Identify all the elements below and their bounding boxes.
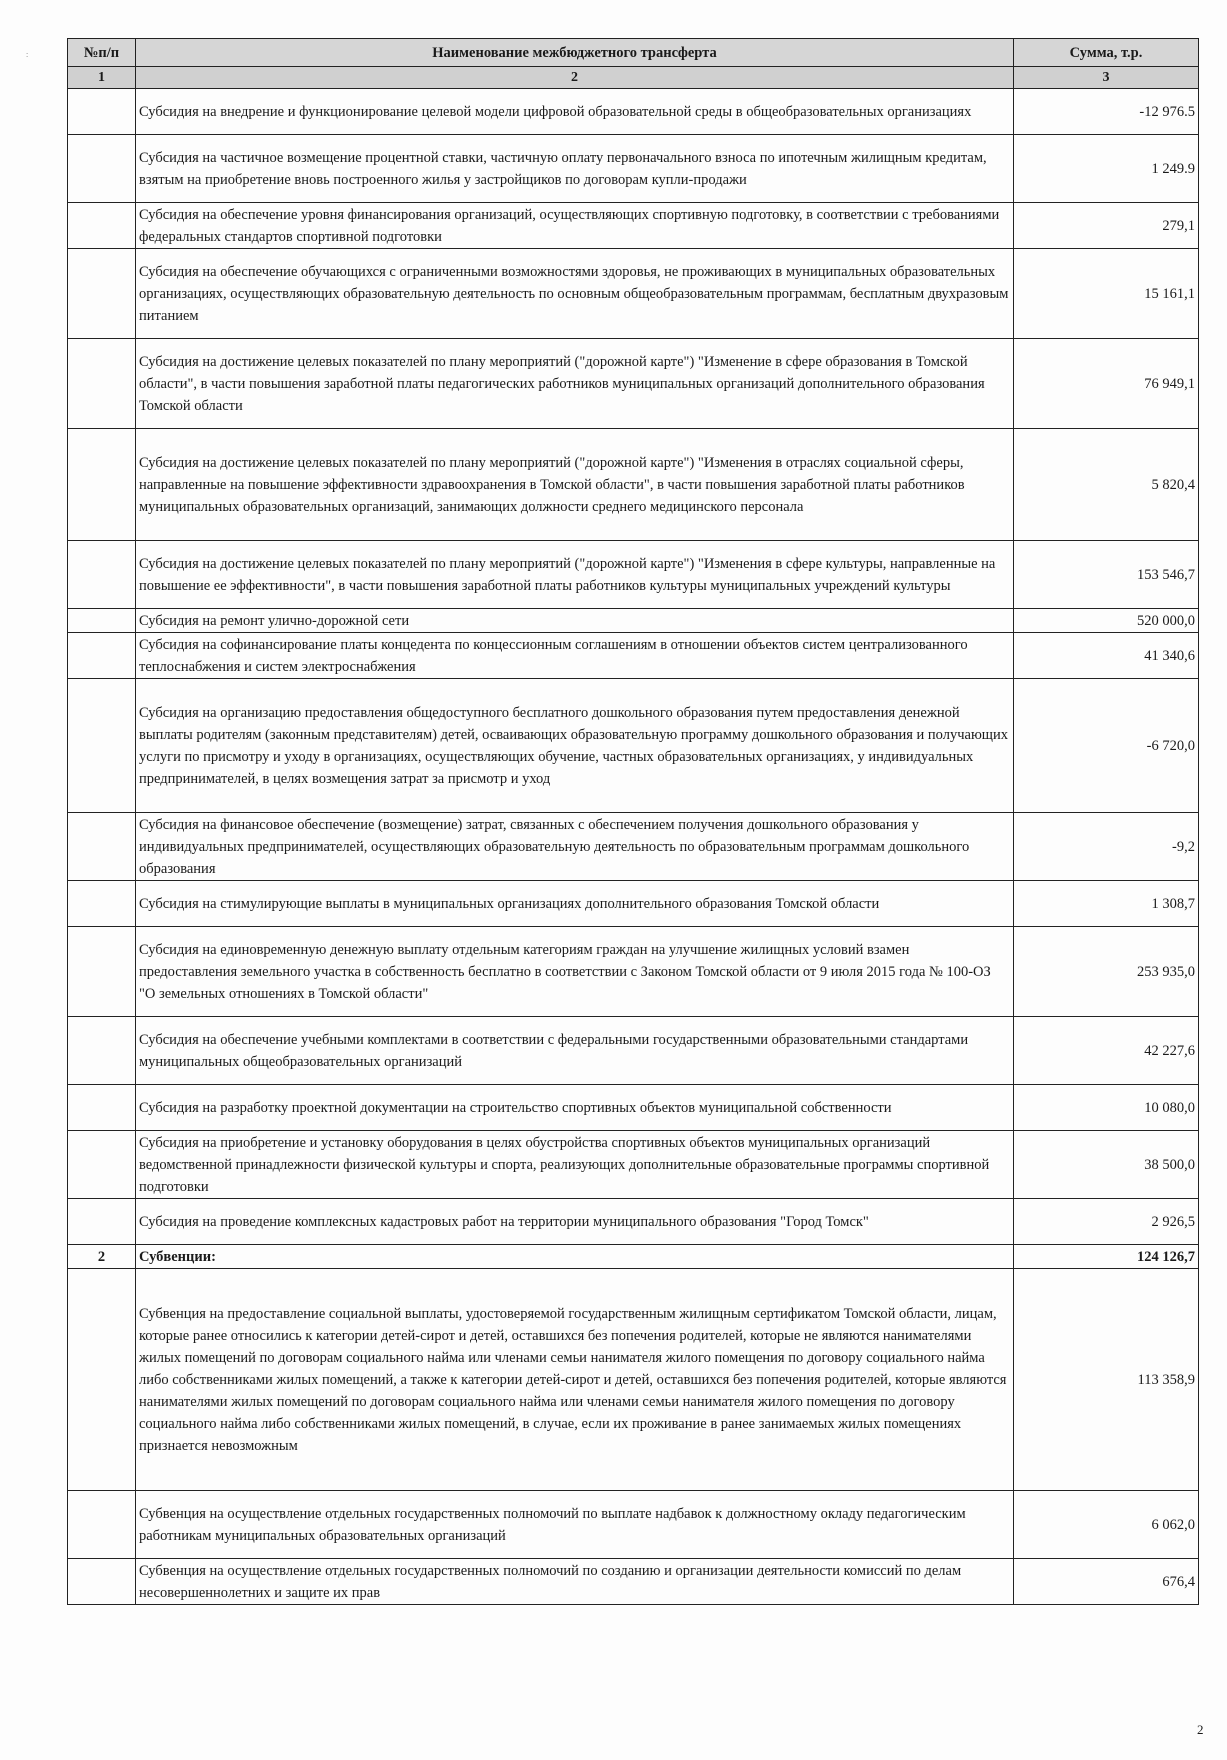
- row-number: [68, 1559, 136, 1605]
- header-transfer-name: Наименование межбюджетного трансферта: [136, 39, 1014, 67]
- transfers-table: [67, 38, 1199, 1605]
- transfer-sum: 76 949,1: [1014, 339, 1199, 429]
- table-header-row: [68, 39, 1199, 67]
- page-number: 2: [1197, 1722, 1204, 1737]
- transfer-sum: 38 500,0: [1014, 1131, 1199, 1199]
- transfer-sum: 279,1: [1014, 203, 1199, 249]
- table-row: [68, 1199, 1199, 1245]
- table-row: [68, 1559, 1199, 1605]
- row-number: [68, 813, 136, 881]
- transfer-sum: 1 249.9: [1014, 135, 1199, 203]
- transfer-sum: 520 000,0: [1014, 609, 1199, 633]
- table-row: [68, 203, 1199, 249]
- transfer-sum: 15 161,1: [1014, 249, 1199, 339]
- row-number: [68, 881, 136, 927]
- table-row: [68, 135, 1199, 203]
- row-number: [68, 339, 136, 429]
- transfer-name: Субвенция на предоставление социальной выплаты, удостоверяемой государственным жилищным сертификатом Томской области, лицам, которые ранее относились к категории детей-сирот и детей, оставшихся без попечения родителей, которые не являются нанимателями жилых помещений по договорам социального найма или членами семьи нанимателя жилого помещения по договору социального найма либо собственниками жилых помещений, а также к категории детей-сирот и детей, оставшихся без попечения родителей, которые являются нанимателями жилых помещений по договорам социального найма или членами семьи нанимателя жилого помещения по договору социального найма либо собственниками жилых помещений, в случае, если их проживание в ранее занимаемых жилых помещениях признается невозможным: [136, 1269, 1014, 1491]
- table-row: [68, 1017, 1199, 1085]
- row-number: [68, 541, 136, 609]
- transfer-sum: 253 935,0: [1014, 927, 1199, 1017]
- transfer-sum: 153 546,7: [1014, 541, 1199, 609]
- table-row: [68, 1245, 1199, 1269]
- row-number: [68, 927, 136, 1017]
- transfer-sum: -9,2: [1014, 813, 1199, 881]
- transfer-sum: 676,4: [1014, 1559, 1199, 1605]
- scan-margin-mark: :: [26, 50, 29, 59]
- transfer-name: Субсидия на организацию предоставления общедоступного бесплатного дошкольного образования путем предоставления денежной выплаты родителям (законным представителям) детей, осваивающих образовательную программу дошкольного образования и получающих услуги по присмотру и уходу в организациях, осуществляющих обучение, частных образовательных организациях, у индивидуальных предпринимателей, в целях возмещения затрат за присмотр и уход: [136, 679, 1014, 813]
- transfer-name: Субсидия на ремонт улично-дорожной сети: [136, 609, 1014, 633]
- transfer-sum: 2 926,5: [1014, 1199, 1199, 1245]
- row-number: [68, 609, 136, 633]
- transfer-name: Субвенция на осуществление отдельных государственных полномочий по созданию и организации деятельности комиссий по делам несовершеннолетних и защите их прав: [136, 1559, 1014, 1605]
- row-number: [68, 1199, 136, 1245]
- transfer-name: Субсидия на достижение целевых показателей по плану мероприятий ("дорожной карте") "Изменение в сфере образования в Томской области", в части повышения заработной платы педагогических работников муниципальных организаций дополнительного образования Томской области: [136, 339, 1014, 429]
- header-sum: Сумма, т.р.: [1014, 39, 1199, 67]
- table-row: [68, 813, 1199, 881]
- table-body: [68, 89, 1199, 1605]
- transfer-sum: 42 227,6: [1014, 1017, 1199, 1085]
- transfer-name: Субсидия на софинансирование платы концедента по концессионным соглашениям в отношении объектов систем централизованного теплоснабжения и систем электроснабжения: [136, 633, 1014, 679]
- transfer-name: Субсидия на стимулирующие выплаты в муниципальных организациях дополнительного образования Томской области: [136, 881, 1014, 927]
- row-number: [68, 1491, 136, 1559]
- transfer-sum: 5 820,4: [1014, 429, 1199, 541]
- table-row: [68, 89, 1199, 135]
- row-number: [68, 1017, 136, 1085]
- transfer-sum: 10 080,0: [1014, 1085, 1199, 1131]
- transfer-name: Субвенции:: [136, 1245, 1014, 1269]
- transfer-sum: -12 976.5: [1014, 89, 1199, 135]
- transfer-sum: 124 126,7: [1014, 1245, 1199, 1269]
- transfer-name: Субсидия на достижение целевых показателей по плану мероприятий ("дорожной карте") "Изменения в отраслях социальной сферы, направленные на повышение эффективности здравоохранения в Томской области", в части повышения заработной платы работников муниципальных образовательных организаций, занимающих должности среднего медицинского персонала: [136, 429, 1014, 541]
- row-number: 2: [68, 1245, 136, 1269]
- transfer-sum: 41 340,6: [1014, 633, 1199, 679]
- table-row: [68, 541, 1199, 609]
- column-number-row: [68, 67, 1199, 89]
- table-row: [68, 679, 1199, 813]
- transfer-name: Субсидия на единовременную денежную выплату отдельным категориям граждан на улучшение жилищных условий взамен предоставления земельного участка в собственность бесплатно в соответствии с Законом Томской области от 9 июля 2015 года № 100-ОЗ "О земельных отношениях в Томской области": [136, 927, 1014, 1017]
- transfer-name: Субсидия на приобретение и установку оборудования в целях обустройства спортивных объектов муниципальных организаций ведомственной принадлежности физической культуры и спорта, реализующих дополнительные образовательные программы спортивной подготовки: [136, 1131, 1014, 1199]
- transfer-name: Субсидия на разработку проектной документации на строительство спортивных объектов муниципальной собственности: [136, 1085, 1014, 1131]
- table-row: [68, 881, 1199, 927]
- transfer-sum: 6 062,0: [1014, 1491, 1199, 1559]
- transfer-name: Субсидия на внедрение и функционирование целевой модели цифровой образовательной среды в общеобразовательных организациях: [136, 89, 1014, 135]
- table-row: [68, 249, 1199, 339]
- transfer-name: Субвенция на осуществление отдельных государственных полномочий по выплате надбавок к должностному окладу педагогическим работникам муниципальных образовательных организаций: [136, 1491, 1014, 1559]
- table-row: [68, 1491, 1199, 1559]
- transfer-sum: -6 720,0: [1014, 679, 1199, 813]
- transfer-name: Субсидия на обеспечение обучающихся с ограниченными возможностями здоровья, не проживающих в муниципальных образовательных организациях, осуществляющих образовательную деятельность по основным общеобразовательным программам, бесплатным двухразовым питанием: [136, 249, 1014, 339]
- row-number: [68, 203, 136, 249]
- row-number: [68, 135, 136, 203]
- transfer-name: Субсидия на обеспечение уровня финансирования организаций, осуществляющих спортивную подготовку, в соответствии с требованиями федеральных стандартов спортивной подготовки: [136, 203, 1014, 249]
- row-number: [68, 633, 136, 679]
- row-number: [68, 429, 136, 541]
- column-number-3: 3: [1014, 67, 1199, 89]
- transfer-name: Субсидия на достижение целевых показателей по плану мероприятий ("дорожной карте") "Изменения в сфере культуры, направленные на повышение ее эффективности", в части повышения заработной платы работников культуры муниципальных учреждений культуры: [136, 541, 1014, 609]
- table-row: [68, 1085, 1199, 1131]
- row-number: [68, 89, 136, 135]
- table-row: [68, 609, 1199, 633]
- table-row: [68, 633, 1199, 679]
- row-number: [68, 679, 136, 813]
- transfer-name: Субсидия на проведение комплексных кадастровых работ на территории муниципального образования "Город Томск": [136, 1199, 1014, 1245]
- table-row: [68, 1269, 1199, 1491]
- table-row: [68, 429, 1199, 541]
- table-row: [68, 927, 1199, 1017]
- header-number: №п/п: [68, 39, 136, 67]
- transfer-name: Субсидия на обеспечение учебными комплектами в соответствии с федеральными государственными образовательными стандартами муниципальных общеобразовательных организаций: [136, 1017, 1014, 1085]
- row-number: [68, 1085, 136, 1131]
- column-number-2: 2: [136, 67, 1014, 89]
- table-row: [68, 1131, 1199, 1199]
- table-row: [68, 339, 1199, 429]
- row-number: [68, 249, 136, 339]
- row-number: [68, 1131, 136, 1199]
- column-number-1: 1: [68, 67, 136, 89]
- row-number: [68, 1269, 136, 1491]
- transfer-name: Субсидия на частичное возмещение процентной ставки, частичную оплату первоначального взноса по ипотечным жилищным кредитам, взятым на приобретение вновь построенного жилья у застройщиков по договорам купли-продажи: [136, 135, 1014, 203]
- transfer-name: Субсидия на финансовое обеспечение (возмещение) затрат, связанных с обеспечением получения дошкольного образования у индивидуальных предпринимателей, осуществляющих образовательную деятельность по образовательным программам дошкольного образования: [136, 813, 1014, 881]
- transfer-sum: 1 308,7: [1014, 881, 1199, 927]
- transfer-sum: 113 358,9: [1014, 1269, 1199, 1491]
